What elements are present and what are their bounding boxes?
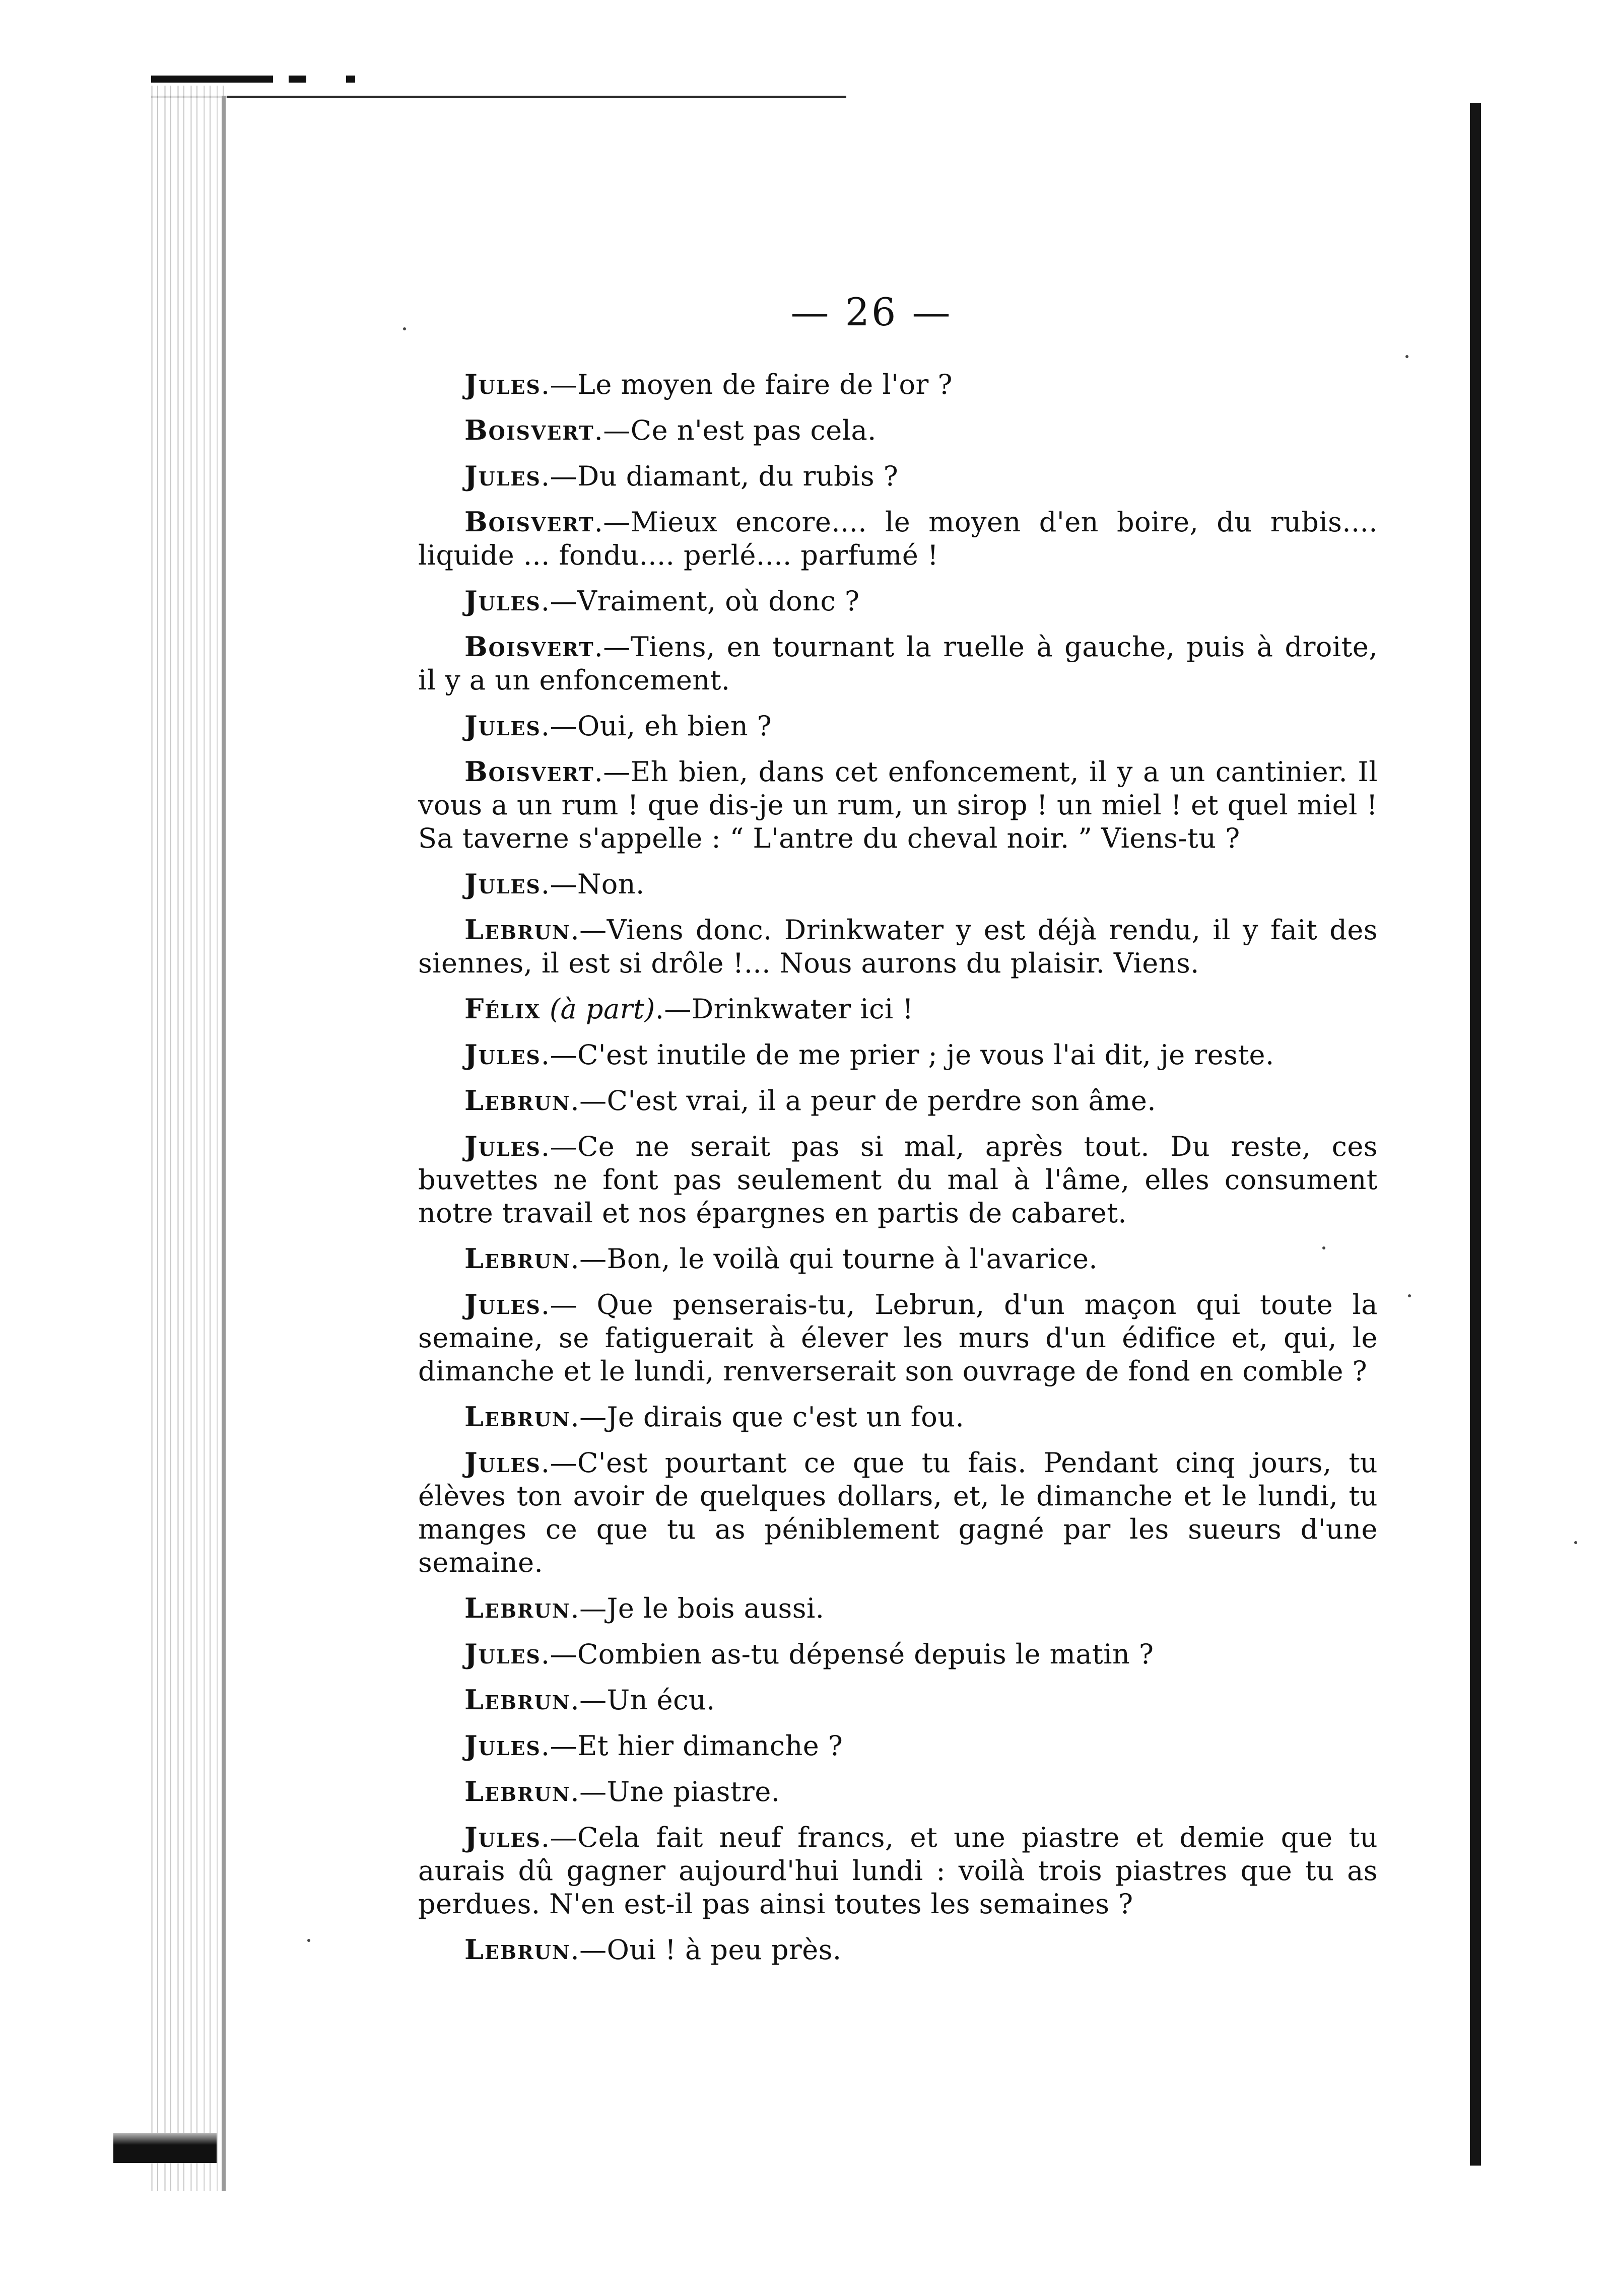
book-binding-shadow bbox=[151, 86, 227, 2191]
speaker-name: Jules bbox=[464, 710, 541, 742]
dialogue-line bbox=[418, 1288, 1378, 1388]
dialogue-speech: .—Combien as-tu dépensé depuis le matin ? bbox=[541, 1638, 1154, 1670]
dialogue-speech: .—C'est inutile de me prier ; je vous l'ai dit, je reste. bbox=[541, 1039, 1274, 1071]
scan-speck bbox=[1408, 1294, 1411, 1297]
dialogue-line bbox=[418, 1683, 1378, 1717]
dialogue-speech: .—Oui ! à peu près. bbox=[570, 1934, 842, 1966]
speaker-name: Boisvert bbox=[464, 414, 594, 446]
dialogue-line bbox=[418, 755, 1378, 855]
dialogue-speech: .—Et hier dimanche ? bbox=[541, 1730, 843, 1762]
dialogue-speech: .—Cela fait neuf francs, et une piastre et demie que tu aurais dû gagner aujourd'hui lundi : voilà trois piastres que tu as perdues. N'en est-il pas ainsi toutes les semaines ? bbox=[418, 1822, 1378, 1920]
speaker-name: Jules bbox=[464, 1288, 541, 1320]
speaker-name: Boisvert bbox=[464, 506, 594, 538]
dialogue-speech: .—Eh bien, dans cet enfoncement, il y a un cantinier. Il vous a un rum ! que dis-je un rum, un sirop ! un miel ! et quel miel ! Sa taverne s'appelle : “ L'antre du cheval noir. ” Viens-tu ? bbox=[418, 756, 1378, 854]
speaker-name: Lebrun bbox=[464, 914, 571, 946]
speaker-name: Jules bbox=[464, 1729, 541, 1762]
dialogue-speech: .—Oui, eh bien ? bbox=[541, 710, 772, 742]
scan-speck bbox=[1405, 355, 1408, 358]
speaker-name: Jules bbox=[464, 1446, 541, 1479]
dialogue-speech: .— Que penserais-tu, Lebrun, d'un maçon qui toute la semaine, se fatiguerait à élever les murs d'un édifice et, qui, le dimanche et le lundi, renverserait son ouvrage de fond en comble ? bbox=[418, 1289, 1378, 1387]
speaker-name: Jules bbox=[464, 1638, 541, 1670]
dialogue-line bbox=[418, 413, 1378, 447]
dialogue-line bbox=[418, 1729, 1378, 1763]
dialogue-speech: .—C'est pourtant ce que tu fais. Pendant cinq jours, tu élèves ton avoir de quelques dollars, et, le dimanche et le lundi, tu manges ce que tu as péniblement gagné par les sueurs d'une semaine. bbox=[418, 1447, 1378, 1578]
dialogue-speech: .—Drinkwater ici ! bbox=[655, 993, 914, 1025]
speaker-name: Jules bbox=[464, 1130, 541, 1162]
speaker-name: Jules bbox=[464, 868, 541, 900]
dialogue-line bbox=[418, 630, 1378, 697]
stage-direction: (à part) bbox=[541, 993, 655, 1025]
dialogue-line bbox=[418, 1400, 1378, 1434]
dialogue-speech: .—Du diamant, du rubis ? bbox=[541, 460, 899, 492]
dialogue-speech: .—Mieux encore.... le moyen d'en boire, du rubis.... liquide ... fondu.... perlé.... parfumé ! bbox=[418, 506, 1378, 571]
speaker-name: Lebrun bbox=[464, 1592, 571, 1624]
speaker-name: Félix bbox=[464, 993, 541, 1025]
dialogue-text bbox=[418, 368, 1378, 1979]
speaker-name: Lebrun bbox=[464, 1401, 571, 1433]
dialogue-speech: .—Bon, le voilà qui tourne à l'avarice. bbox=[570, 1243, 1098, 1275]
speaker-name: Jules bbox=[464, 1821, 541, 1853]
dialogue-speech: .—Une piastre. bbox=[570, 1776, 780, 1807]
speaker-name: Jules bbox=[464, 460, 541, 492]
dialogue-speech: .—Tiens, en tournant la ruelle à gauche, puis à droite, il y a un enfoncement. bbox=[418, 631, 1378, 696]
scan-speck bbox=[307, 1939, 310, 1942]
scan-top-mark bbox=[151, 76, 373, 83]
dialogue-speech: .—Je dirais que c'est un fou. bbox=[570, 1401, 965, 1433]
dialogue-speech: .—Non. bbox=[541, 868, 645, 900]
dialogue-line bbox=[418, 1130, 1378, 1230]
dialogue-speech: .—Viens donc. Drinkwater y est déjà rendu, il y fait des siennes, il est si drôle !... Nous aurons du plaisir. Viens. bbox=[418, 914, 1378, 979]
dialogue-line bbox=[418, 1933, 1378, 1967]
dialogue-line bbox=[418, 1775, 1378, 1808]
dialogue-line bbox=[418, 1084, 1378, 1118]
speaker-name: Jules bbox=[464, 1038, 541, 1071]
dialogue-speech: .—Le moyen de faire de l'or ? bbox=[541, 369, 953, 400]
dialogue-line bbox=[418, 1591, 1378, 1625]
dialogue-line bbox=[418, 584, 1378, 618]
dialogue-speech: .—Ce ne serait pas si mal, après tout. Du reste, ces buvettes ne font pas seulement du mal à l'âme, elles consument notre travail et nos épargnes en partis de cabaret. bbox=[418, 1131, 1378, 1229]
speaker-name: Boisvert bbox=[464, 755, 594, 788]
speaker-name: Lebrun bbox=[464, 1242, 571, 1275]
speaker-name: Lebrun bbox=[464, 1084, 571, 1117]
dialogue-line bbox=[418, 709, 1378, 743]
speaker-name: Lebrun bbox=[464, 1775, 571, 1807]
scan-speck bbox=[1574, 1541, 1577, 1544]
speaker-name: Boisvert bbox=[464, 631, 594, 663]
dialogue-line bbox=[418, 1038, 1378, 1072]
dialogue-speech: .—C'est vrai, il a peur de perdre son âme. bbox=[570, 1085, 1157, 1117]
speaker-name: Jules bbox=[464, 368, 541, 400]
dialogue-line bbox=[418, 1242, 1378, 1276]
dialogue-line bbox=[418, 1821, 1378, 1921]
speaker-name: Lebrun bbox=[464, 1933, 571, 1966]
scan-bottom-smudge bbox=[113, 2133, 217, 2163]
dialogue-line bbox=[418, 1637, 1378, 1671]
dialogue-line bbox=[418, 459, 1378, 493]
dialogue-line bbox=[418, 913, 1378, 980]
dialogue-line bbox=[418, 368, 1378, 401]
speaker-name: Lebrun bbox=[464, 1684, 571, 1716]
dialogue-line bbox=[418, 1446, 1378, 1579]
dialogue-speech: .—Vraiment, où donc ? bbox=[541, 585, 860, 617]
dialogue-line bbox=[418, 867, 1378, 901]
dialogue-speech: .—Je le bois aussi. bbox=[570, 1592, 825, 1624]
speaker-name: Jules bbox=[464, 585, 541, 617]
book-binding-edge bbox=[222, 96, 226, 2191]
dialogue-line bbox=[418, 992, 1378, 1026]
dialogue-line bbox=[418, 505, 1378, 572]
scan-right-border bbox=[1470, 103, 1481, 2166]
dialogue-speech: .—Un écu. bbox=[570, 1684, 715, 1716]
scan-top-rule bbox=[151, 96, 846, 98]
dialogue-speech: .—Ce n'est pas cela. bbox=[594, 414, 877, 446]
page-number: — 26 — bbox=[790, 290, 953, 334]
scan-speck bbox=[403, 327, 406, 330]
